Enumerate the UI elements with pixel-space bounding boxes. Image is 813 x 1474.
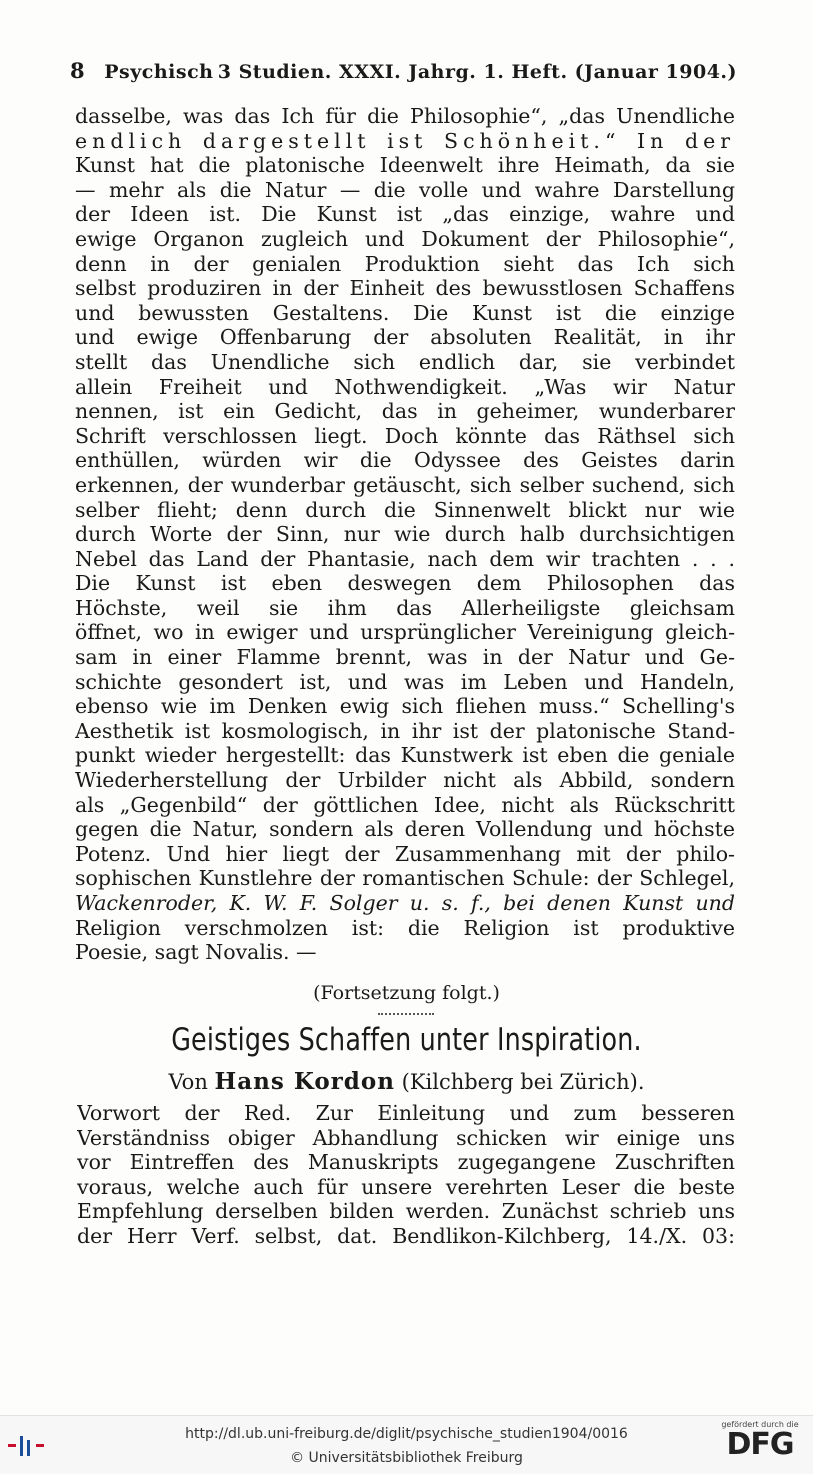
article-title: Geistiges Schaffen unter Inspiration. <box>171 1022 642 1058</box>
continuation-note: (Fortsetzung folgt.) <box>313 982 500 1004</box>
text-line: der Herr Verf. selbst, dat. Bendlikon-Kilchberg, 14./X. 03: <box>77 1223 735 1248</box>
text-line: allein Freiheit und Nothwendigkeit. „Was wir Natur <box>75 374 735 399</box>
text-line: Wiederherstellung der Urbilder nicht als Abbild, sondern <box>75 768 735 793</box>
text-line: Die Kunst ist eben deswegen dem Philosophen das <box>75 571 735 596</box>
text-line: Poesie, sagt Novalis. — <box>75 940 317 965</box>
permalink-url[interactable]: http://dl.ub.uni-freiburg.de/diglit/psychische_studien1904/0016 <box>185 1426 628 1442</box>
text-line: erkennen, der wunderbar getäuscht, sich selber suchend, sich <box>75 472 735 497</box>
text-line: Empfehlung derselben bilden werden. Zunächst schrieb uns <box>77 1199 735 1224</box>
text-line: und bewussten Gestaltens. Die Kunst ist die einzige <box>75 300 735 325</box>
text-line: schichte gesondert ist, und was im Leben und Handeln, <box>75 669 735 694</box>
text-line: stellt das Unendliche sich endlich dar, sie verbindet <box>75 349 735 374</box>
text-line: Religion verschmolzen ist: die Religion ist produktive <box>75 915 735 940</box>
text-line: der Ideen ist. Die Kunst ist „das einzige, wahre und <box>75 202 735 227</box>
text-line: dasselbe, was das Ich für die Philosophie“, „das Unendliche <box>75 104 735 128</box>
text-line: durch Worte der Sinn, nur wie durch halb durchsichtigen <box>75 522 735 547</box>
text-line: gegen die Natur, sondern als deren Vollendung und höchste <box>75 817 735 842</box>
text-line: enthüllen, würden wir die Odyssee des Geistes darin <box>75 448 735 473</box>
editorial-preface <box>77 1101 735 1249</box>
text-line: und ewige Offenbarung der absoluten Realität, in ihr <box>75 325 735 350</box>
text-line: denn in der genialen Produktion sieht das Ich sich <box>75 251 735 276</box>
text-line: sophischen Kunstlehre der romantischen Schule: der Schlegel, <box>75 866 735 891</box>
text-line: ewige Organon zugleich und Dokument der Philosophie“, <box>75 226 735 251</box>
text-line: Kunst hat die platonische Ideenwelt ihre Heimath, da sie <box>75 153 735 178</box>
page-number: 8 <box>70 58 86 83</box>
running-head <box>70 58 738 83</box>
text-line: Nebel das Land der Phantasie, nach dem wir trachten . . . <box>75 546 735 571</box>
text-line: Schrift verschlossen liegt. Doch könnte das Räthsel sich <box>75 423 735 448</box>
text-line: nennen, ist ein Gedicht, das in geheimer, wunderbarer <box>75 399 735 424</box>
text-line: Höchste, weil sie ihm das Allerheiligste gleichsam <box>75 595 735 620</box>
dfg-tagline: gefördert durch die <box>721 1420 799 1429</box>
text-line: als „Gegenbild“ der göttlichen Idee, nicht als Rückschritt <box>75 792 735 817</box>
body-text <box>75 104 735 965</box>
text-line: selbst produziren in der Einheit des bewusstlosen Schaffens <box>75 276 735 301</box>
text-line: punkt wieder hergestellt: das Kunstwerk ist eben die geniale <box>75 743 735 768</box>
text-line: selber flieht; denn durch die Sinnenwelt blickt nur wie <box>75 497 735 522</box>
text-line: Aesthetik ist kosmologisch, in ihr ist der platonische Stand- <box>75 718 735 743</box>
copyright-notice: © Universitätsbibliothek Freiburg <box>290 1450 523 1466</box>
section-divider <box>378 1013 434 1015</box>
text-line: vor Eintreffen des Manuskripts zugegangene Zuschriften <box>77 1150 735 1175</box>
author-location: (Kilchberg bei Zürich). <box>401 1070 645 1094</box>
author-name: Hans Kordon <box>214 1068 395 1095</box>
text-line: Potenz. Und hier liegt der Zusammenhang mit der philo- <box>75 841 735 866</box>
text-line: — mehr als die Natur — die volle und wahre Darstellung <box>75 177 735 202</box>
byline-prefix: Von <box>168 1070 208 1094</box>
text-line: endlich dargestellt ist Schönheit.“ In der <box>75 128 735 153</box>
running-title: Psychisch 3 Studien. XXXI. Jahrg. 1. Heft. (Januar 1904.) <box>104 61 738 83</box>
text-line: sam in einer Flamme brennt, was in der Natur und Ge- <box>75 645 735 670</box>
text-line: voraus, welche auch für unsere verehrten Leser die beste <box>77 1174 735 1199</box>
library-footer <box>0 1415 813 1474</box>
text-line: Wackenroder, K. W. F. Solger u. s. f., bei denen Kunst und <box>75 891 735 915</box>
dfg-wordmark: DFG <box>726 1427 794 1462</box>
text-line: Verständniss obiger Abhandlung schicken wir einige uns <box>77 1125 735 1150</box>
text-line: Vorwort der Red. Zur Einleitung und zum besseren <box>77 1101 735 1125</box>
byline <box>0 1068 813 1095</box>
text-line: ebenso wie im Denken ewig sich fliehen muss.“ Schelling's <box>75 694 735 719</box>
dfg-logo <box>717 1420 803 1461</box>
text-line: öffnet, wo in ewiger und ursprünglicher Vereinigung gleich- <box>75 620 735 645</box>
